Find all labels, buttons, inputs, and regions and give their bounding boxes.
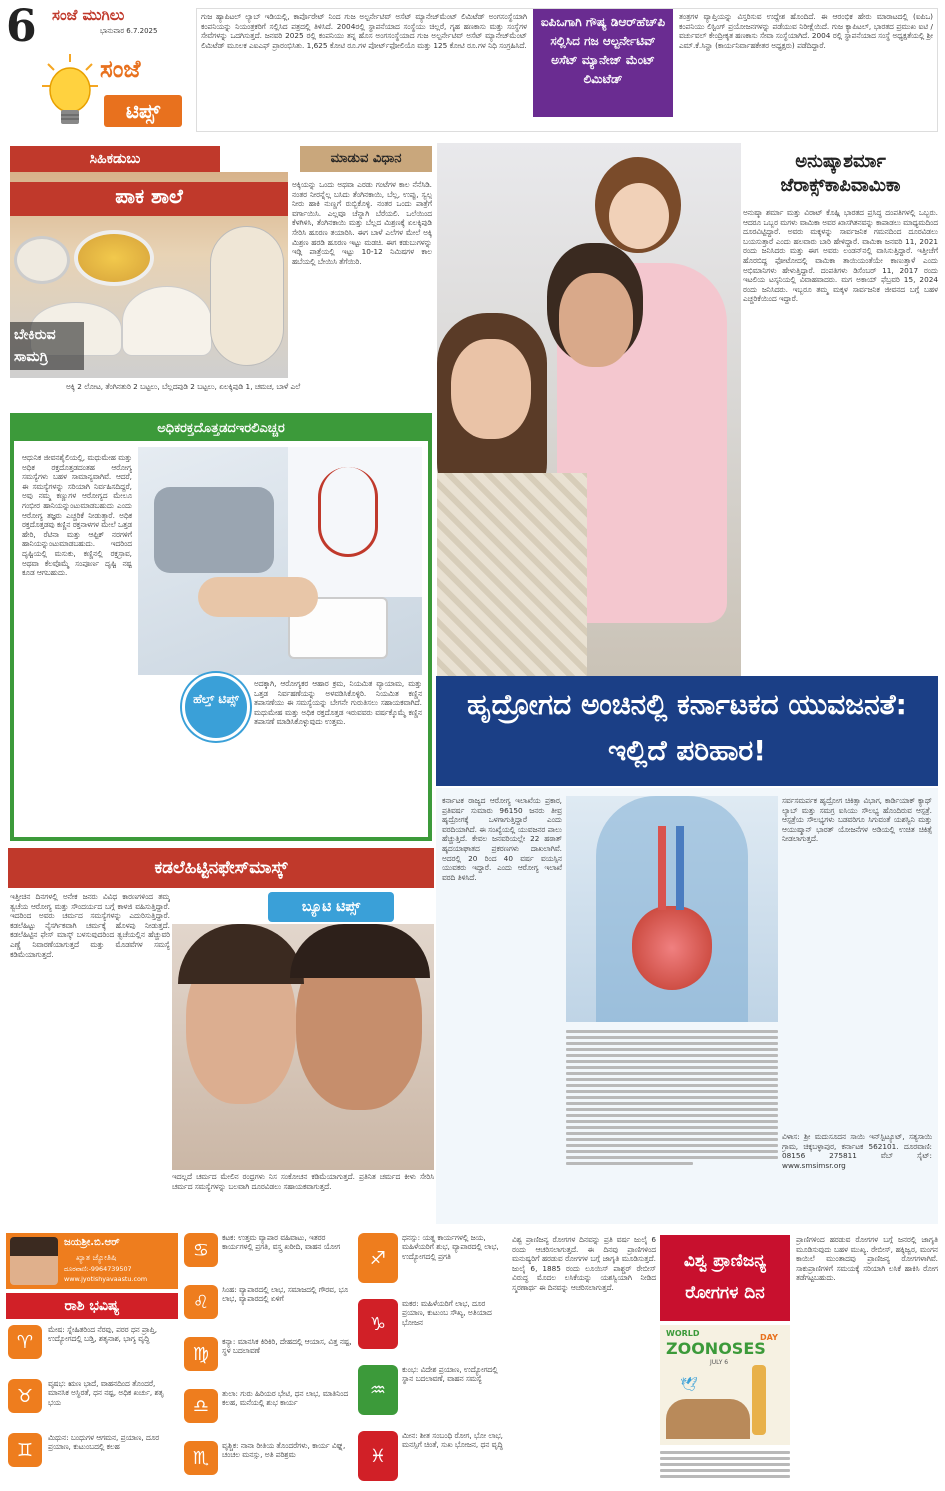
bp-cuff: [154, 487, 274, 573]
astrologer-title: ಖ್ಯಾತ ಜ್ಯೋತಿಷಿ: [76, 1253, 117, 1262]
heart-organ: [632, 906, 712, 990]
facemask-section: [8, 848, 434, 1226]
rashi-meena: ಮೀನ: ಶೀತ ಸಂಬಂಧಿ ರೋಗ, ಭೋ ಲಾಭ, ಮನಸ್ಸಿಗೆ ಚಿಂತೆ, ಸುಖ ಭೋಜನ, ಧನ ವೃದ್ಧಿ: [402, 1431, 503, 1450]
artery-1: [658, 826, 666, 910]
facemask-footer: ಇದಲ್ಲದೆ ಚರ್ಮದ ಮೇಲಿನ ರಂಧ್ರಗಳು ನಿಸ ಸಂಕೋಚನ ಕಡಿಮೆಯಾಗುತ್ತದೆ. ಪ್ರತಿನಿತ ಚರ್ಮದ ಕೀಳು ಸೇರಿಸಿ ಚರ್ಮದ ಸಮಸ್ಯೆಗಳನ್ನು ಬಲವಾಗಿ ದೂರವಿಡಲು ಸಹಾಯಕವಾಗುತ್ತದೆ.: [172, 1172, 434, 1191]
heart-text-filler: [566, 1030, 778, 1216]
libra-icon: ♎: [184, 1389, 218, 1423]
woman-dress: [437, 473, 587, 696]
health-text: ಆಧುನಿಕ ಜೀವನಶೈಲಿಯಲ್ಲಿ, ಮಧುಮೇಹ ಮತ್ತು ಅಧಿಕ ರಕ್ತದೊತ್ತಡದಂತಹ ಆರೋಗ್ಯ ಸಮಸ್ಯೆಗಳು ಬಹಳ ಸಾಮಾನ್ಯವಾಗಿವೆ. ಆದರೆ, ಈ ಸಮಸ್ಯೆಗಳನ್ನು ಸರಿಯಾಗಿ ನಿರ್ವಹಿಸದಿದ್ದರೆ, ಅವು ನಮ್ಮ ಕಣ್ಣುಗಳ ಆರೋಗ್ಯದ ಮೇಲೂ ಗಂಭೀರ ಹಾನಿಯನ್ನುಂಟುಮಾಡಬಹುದು ಎಂದು ಆರೋಗ್ಯ ತಜ್ಞರು ಎಚ್ಚರಿಕೆ ನೀಡುತ್ತಾರೆ. ಅಧಿಕ ರಕ್ತದೊತ್ತಡವು ಕಣ್ಣಿನ ರಕ್ತನಾಳಗಳ ಮೇಲೆ ಒತ್ತಡ ಹೇರಿ, ರೆಟಿನಾ ಮತ್ತು ಆಪ್ಟಿಕ್ ನರಗಳಿಗೆ ಹಾನಿಯನ್ನುಂಟುಮಾಡಬಹುದು. ಇದರಿಂದ ದೃಷ್ಟಿಯಲ್ಲಿ ಮಸುಕು, ಕಣ್ಣಿನಲ್ಲಿ ರಕ್ತಸ್ರಾವ, ಅಥವಾ ಕೆಲವೊಮ್ಮೆ ಸಂಪೂರ್ಣ ದೃಷ್ಟಿ ನಷ್ಟ ಕೂಡ ಆಗಬಹುದು.: [22, 453, 132, 578]
heart-headline-text: ಹೃದ್ರೋಗದ ಅಂಚಿನಲ್ಲಿ ಕರ್ನಾಟಕದ ಯುವಜನತೆ: ಇಲ್ಲಿದೆ ಪರಿಹಾರ!: [467, 688, 907, 767]
ingredients-label: ಬೇಕಿರುವ ಸಾಮಗ್ರಿ: [10, 322, 84, 370]
masthead: [0, 0, 193, 140]
zoonoses-graphic-sub: DAY: [760, 1333, 778, 1342]
bp-photo: [138, 447, 422, 675]
bird-icon: 🕊: [680, 1377, 698, 1393]
heart-text: ಕರ್ನಾಟಕ ರಾಜ್ಯದ ಆರೋಗ್ಯ ಇಲಾಖೆಯ ಪ್ರಕಾರ, ಪ್ರತಿವರ್ಷ ಸುಮಾರು 96150 ಜನರು ತೀವ್ರ ಹೃದ್ರೋಗಕ್ಕೆ ಒಳಗಾಗುತ್ತಿದ್ದಾರೆ ಎಂದು ವರದಿಯಾಗಿದೆ. ಈ ಸಂಖ್ಯೆಯಲ್ಲಿ ಯುವಜನರ ಪಾಲು ಹೆಚ್ಚುತ್ತಿದೆ. ಕೇವಲ ಜನವರಿಯಲ್ಲೇ 22 ಹಠಾತ್ ಹೃದಯಾಘಾತದ ಪ್ರಕರಣಗಳು ದಾಖಲಾಗಿವೆ. ಅದರಲ್ಲಿ 20 ರಿಂದ 40 ವರ್ಷ ವಯಸ್ಸಿನ ಯುವಕರು ಇದ್ದಾರೆ. ಎಂದು ಆರೋಗ್ಯ ಇಲಾಖೆ ವರದಿ ತಿಳಿಸಿದೆ.: [442, 796, 562, 882]
rashi-makara: ಮಕರ: ಮಹಿಳೆಯರಿಗೆ ಲಾಭ, ದೂರ ಪ್ರಯಾಣ, ಕುಟುಂಬ ಸೌಖ್ಯ, ಅತಿಯಾದ ಭೋಜನ: [402, 1299, 492, 1327]
rashi-vrishchika: ವೃಶ್ಚಿಕ: ನಾನಾ ರೀತಿಯ ತೊಂದರೆಗಳು, ಕಾರ್ಯ ವಿಘ್ನ, ಚಂಚಲ ಮನಸ್ಸು, ಅತಿ ಪರಿಶ್ರಮ: [222, 1441, 346, 1460]
sagittarius-icon: ♐: [358, 1233, 398, 1283]
heart-image: [566, 796, 778, 1022]
astrologer-phone: ದೂರವಾಣಿ:-9964739507: [64, 1265, 132, 1273]
kadubu-3: [210, 226, 284, 366]
woman-face: [451, 339, 531, 439]
ipo-box: [533, 9, 673, 117]
astrologer-website: www.jyotishyavaastu.com: [64, 1275, 148, 1283]
issue-date: ಭಾನುವಾರ 6.7.2025: [100, 27, 158, 35]
heart-contact: ವಿಳಾಸ: ಶ್ರೀ ಮದುಸೂದನ ಸಾಯಿ ಇನ್‌ಸ್ಟಿಟ್ಯೂಟ್, ಸತ್ಯಸಾಯಿ ಗ್ರಾಮ, ಚಿಕ್ಕಬಳ್ಳಾಪುರ, ಕರ್ನಾಟಕ 562101. ದೂರವಾಣಿ: 08156 275811 ವೆಬ್ ಸೈಟ್: www.smsimsr.org: [782, 1132, 932, 1170]
hair-left: [178, 924, 304, 984]
health-heading: ಅಧಿಕರಕ್ತದೊತ್ತಡದಇರಲಿಎಚ್ಚರ: [157, 421, 285, 436]
health-badge-text: ಹೆಲ್ತ್ ಟಿಪ್ಸ್: [193, 692, 239, 706]
zoonoses-graphic-world: WORLD: [666, 1329, 700, 1338]
faces-photo: [172, 924, 434, 1170]
patient-arm: [198, 577, 318, 617]
rashi-mesha: ಮೇಷ: ಸ್ನೇಹಿತರಿಂದ ನೆರವು, ಪರರ ಧನ ಪ್ರಾಪ್ತಿ, ಉದ್ಯೋಗದಲ್ಲಿ ಬಡ್ತಿ, ಶತೃನಾಶ, ಭಾಗ್ಯ ವೃದ್ಧಿ: [48, 1325, 158, 1344]
health-section: [10, 413, 432, 841]
flour-bowl: [14, 236, 70, 284]
astrologer-avatar: [10, 1237, 58, 1285]
gemini-icon: ♊: [8, 1433, 42, 1467]
recipe-label: ಸಿಹಿಕಡುಬು: [10, 146, 220, 172]
rashi-mithuna: ಮಿಥುನ: ಬಂಧುಗಳ ಆಗಮನ, ಪ್ರಯಾಣ, ದೂರ ಪ್ರಯಾಣ, ಕುಟುಂಬದಲ್ಲಿ ಕಲಹ: [48, 1433, 160, 1452]
ipo-box-text: ಐಪಿಒಗಾಗಿ ಗೌಷ್ಯ ಡಿಆರ್‌ಹೆಚ್‌ಪಿ ಸಲ್ಲಿಸಿದ ಗಜ ಆಲ್ಟರ್ನೇಟಿವ್ ಅಸೆಟ್ ಮ್ಯಾನೇಜ್ ಮೆಂಟ್ ಲಿಮಿಟೆಡ್: [540, 15, 666, 86]
recipe-ingredients: ಅಕ್ಕಿ 2 ಲೋಟ, ತೆಂಗಿನತುರಿ 2 ಬಟ್ಟಲು, ಬೆಲ್ಲದಪುಡಿ 2 ಬಟ್ಟಲು, ಏಲಕ್ಕಿಪುಡಿ 1, ಚಮಚ, ಬಾಳೆ ಎಲೆ: [66, 382, 301, 391]
man-face: [559, 273, 633, 367]
zoonoses-graphic: [660, 1325, 790, 1445]
giraffe-icon: [752, 1365, 766, 1435]
anushka-photo: [437, 143, 741, 696]
rashi-section: [0, 1231, 506, 1491]
zoonoses-text-filler: [660, 1451, 790, 1487]
kitchen-banner-text: ಪಾಕ ಶಾಲೆ: [115, 184, 183, 208]
rashi-heading: ರಾಶಿ ಭವಿಷ್ಯ: [64, 1298, 120, 1314]
anushka-heading: [743, 150, 938, 202]
scorpio-icon: ♏: [184, 1441, 218, 1475]
rashi-dhanu: ಧನಸ್ಸು: ಯತ್ನ ಕಾರ್ಯಗಳಲ್ಲಿ ಜಯ, ಮಹಿಳೆಯರಿಗೆ ಶುಭ, ವ್ಯಾಪಾರದಲ್ಲಿ ಲಾಭ, ಉದ್ಯೋಗದಲ್ಲಿ ಪ್ರಗತಿ: [402, 1233, 499, 1261]
zoonoses-section: [510, 1231, 940, 1491]
virgo-icon: ♍: [184, 1337, 218, 1371]
aries-icon: ♈: [8, 1325, 42, 1359]
rashi-kanya: ಕನ್ಯಾ: ಮಾನಸಿಕ ಕಿರಿಕಿರಿ, ದೇಹದಲ್ಲಿ ಆಯಾಸ, ವಿತ್ತ ನಷ್ಟ, ಸ್ಥಳ ಬದಲಾವಣೆ: [222, 1337, 352, 1356]
astrologer-box: [6, 1233, 178, 1289]
zoonoses-text: ವಿಶ್ವ ಪ್ರಾಣಿಜನ್ಯ ರೋಗಗಳ ದಿನವನ್ನು ಪ್ರತಿ ವರ್ಷ ಜುಲೈ 6 ರಂದು ಆಚರಿಸಲಾಗುತ್ತದೆ. ಈ ದಿನವು ಪ್ರಾಣಿಗಳಿಂದ ಮನುಷ್ಯರಿಗೆ ಹರಡುವ ರೋಗಗಳ ಬಗ್ಗೆ ಜಾಗೃತಿ ಮೂಡಿಸುತ್ತದೆ. ಜುಲೈ 6, 1885 ರಂದು ಲೂಯಿಸ್ ಪಾಶ್ಚರ್ ರೇಬೀಸ್ ವಿರುದ್ಧ ಮೊದಲ ಲಸಿಕೆಯನ್ನು ಯಶಸ್ವಿಯಾಗಿ ನೀಡಿದ ಸ್ಮರಣಾರ್ಥ ಈ ದಿನವನ್ನು ಆಚರಿಸಲಾಗುತ್ತದೆ.: [512, 1235, 656, 1292]
health-badge: [182, 673, 250, 741]
recipe-method-text: ಅಕ್ಕಿಯನ್ನು ಒಂದು ಅಥವಾ ಎರಡು ಗಂಟೆಗಳ ಕಾಲ ನೆನೆಸಿಡಿ. ನಂತರ ನೀರನ್ನೆಲ್ಲ ಬಸಿದು ತೆಂಗಿನಕಾಯಿ, ಬೆಲ್ಲ, ಉಪ್ಪು, ಸ್ವಲ್ಪ ನೀರು ಹಾಕಿ ನುಣ್ಣಗೆ ರುಬ್ಬಿಕೊಳ್ಳಿ. ನಂತರ ಒಂದು ಪಾತ್ರೆಗೆ ವರ್ಗಾಯಿಸಿ. ಎಲ್ಲವೂ ಚೆನ್ನಾಗಿ ಬೆರೆಯಲಿ. ಒಲೆಯಿಂದ ಕೆಳಗಿಳಿಸಿ, ತೆಂಗಿನಕಾಯಿ ಮತ್ತು ಬೆಲ್ಲದ ಮಿಶ್ರಣಕ್ಕೆ ಏಲಕ್ಕಿಪುಡಿ ಸೇರಿಸಿ ಹೂರಣ ತಯಾರಿಸಿ. ಈಗ ಬಾಳೆ ಎಲೆಗಳ ಮೇಲೆ ಅಕ್ಕಿ ಮಿಶ್ರಣ ಹರಡಿ ಹೂರಣ ಇಟ್ಟು ಮಡಚಿ. ಈಗ ಕಡುಬುಗಳನ್ನು ಇಡ್ಲಿ ಪಾತ್ರೆಯಲ್ಲಿ ಇಟ್ಟು 10-12 ನಿಮಿಷಗಳ ಕಾಲ ಹಬೆಯಲ್ಲಿ ಬೇಯಿಸಿ ತೆಗೆಯಿರಿ.: [292, 180, 432, 266]
recipe-photo: [10, 172, 288, 378]
recipe-section: [10, 146, 430, 408]
heart-article: [436, 788, 938, 1224]
child-face: [609, 183, 669, 249]
facemask-heading: ಕಡಲೆಹಿಟ್ಟಿನಫೇಸ್‌ಮಾಸ್ಕ್: [154, 858, 288, 878]
aquarius-icon: ♒: [358, 1365, 398, 1415]
rashi-simha: ಸಿಂಹ: ವ್ಯಾಪಾರದಲ್ಲಿ ಲಾಭ, ಸಮಾಜದಲ್ಲಿ ಗೌರವ, ಭೂ ಲಾಭ, ವ್ಯಾಪಾರದಲ್ಲಿ ಏಳಿಗೆ: [222, 1285, 349, 1304]
artery-2: [676, 826, 684, 910]
brand-name: ಸಂಜೆ ಮುಗಿಲು: [52, 6, 125, 24]
taurus-icon: ♉: [8, 1379, 42, 1413]
top-article: [196, 8, 938, 132]
animals-icon: [666, 1399, 750, 1439]
leo-icon: ♌: [184, 1285, 218, 1319]
hair-right: [290, 924, 430, 978]
rashi-kataka: ಕಟಕ: ಉತ್ತಮ ವ್ಯಾಪಾರ ವಹಿವಾಟು, ಇತರರ ಕಾರ್ಯಗಳಲ್ಲಿ ಪ್ರಗತಿ, ವಸ್ತ್ರ ಖರೀದಿ, ವಾಹನ ಯೋಗ: [222, 1233, 341, 1252]
facemask-text: ಇತ್ತೀಚಿನ ದಿನಗಳಲ್ಲಿ ಅನೇಕ ಜನರು ವಿವಿಧ ಕಾರಣಗಳಿಂದ ತಮ್ಮ ತ್ವಚೆಯ ಆರೋಗ್ಯ ಮತ್ತು ಸೌಂದರ್ಯದ ಬಗ್ಗೆ ಕಾಳಜಿ ವಹಿಸುತ್ತಿದ್ದಾರೆ. ಇದರಿಂದ ಅವರು ಚರ್ಮದ ಸಮಸ್ಯೆಗಳನ್ನು ಎದುರಿಸುತ್ತಿದ್ದಾರೆ. ಕಡಲೆಹಿಟ್ಟು ನೈಸರ್ಗಿಕವಾಗಿ ಚರ್ಮಕ್ಕೆ ಹೊಳಪು ನೀಡುತ್ತದೆ. ಕಡಲೆಹಿಟ್ಟಿನ ಫೇಸ್ ಮಾಸ್ಕ್ ಬಳಸುವುದರಿಂದ ತ್ವಚೆಯಲ್ಲಿನ ಹೆಚ್ಚುವರಿ ಎಣ್ಣೆ ನಿವಾರಣೆಯಾಗುತ್ತದೆ ಮತ್ತು ಮೊಡವೆಗಳ ಸಮಸ್ಯೆ ಕಡಿಮೆಯಾಗುತ್ತದೆ.: [10, 892, 170, 959]
page-number: 6: [6, 1, 37, 52]
astrologer-name: ಜಯಶ್ರೀ.ಬಿ.ಆರ್: [64, 1237, 120, 1248]
rashi-kumbha: ಕುಂಭ: ವಿದೇಶ ಪ್ರಯಾಣ, ಉದ್ಯೋಗದಲ್ಲಿ ಸ್ಥಾನ ಬದಲಾವಣೆ, ವಾಹನ ಸಮಸ್ಯೆ: [402, 1365, 498, 1384]
section-title-box: ಸಂಜೆ ಟಿಪ್ಸ್: [90, 55, 190, 135]
kadubu-2: [122, 286, 212, 356]
top-article-text-2: ತಂತ್ರಗಳ ವ್ಯಾಪ್ತಿಯನ್ನು ವಿಸ್ತರಿಸುವ ಉದ್ದೇಶ ಹೊಂದಿದೆ. ಈ ಆರಂಭಿಕ ಹೇರು ಮಾರಾಟದಲ್ಲಿ (ಐಪಿಒ) ಕಂಪನಿಯು ಲಿಸ್ಟಿಂಗ್ ಪ್ರಯೋಜನಗಳನ್ನು ಪಡೆಯುವ ನಿರೀಕ್ಷೆಯಿದೆ. ಗುಜ ಕ್ಯಾಪಿಟಲ್, ಭಾರತದ ಪ್ರಮುಖ ಐಟಿ / ವರ್ಚುವಲ್ ಕೇಂದ್ರೀಕೃತ ಹಣಕಾಸು ಸೇವಾ ಸಂಸ್ಥೆಯಾಗಿದೆ. 2004 ರಲ್ಲಿ ಸ್ಥಾಪನೆಯಾದ ಸಂಸ್ಥೆ ಅಧ್ಯಕ್ಷತೆಯಲ್ಲಿ ಶ್ರೀ ಎಮ್.ಕೆ.ಸಿನ್ಹಾ (ಕಾರ್ಯನಿರ್ವಾಹಕೇತರ ಅಧ್ಯಕ್ಷರು) ಪಡೆದಿದ್ದಾರೆ.: [679, 12, 933, 50]
heart-headline: [436, 676, 938, 786]
rashi-vrishabha: ವೃಷಭ: ಋಣ ಭಾದೆ, ವಾಹನದಿಂದ ತೊಂದರೆ, ಮಾನಸಿಕ ಅಸ್ಥಿರತೆ, ಧನ ನಷ್ಟ, ಅಧಿಕ ಖರ್ಚು, ಶತೃ ಭಯ: [48, 1379, 164, 1407]
anushka-heading-text: ಅನುಷ್ಕಾಶರ್ಮಾ ಜೆರಾಕ್ಸ್‌ಕಾಪಿವಾಮಿಕಾ: [780, 151, 901, 196]
facemask-badge-text: ಬ್ಯೂಟಿ ಟಿಪ್ಸ್: [301, 899, 361, 915]
ghee-bowl: [74, 230, 154, 286]
health-text-2: ಅದಕ್ಕಾಗಿ, ಆರೋಗ್ಯಕರ ಆಹಾರ ಕ್ರಮ, ನಿಯಮಿತ ವ್ಯಾಯಾಮ, ಮತ್ತು ಒತ್ತಡ ನಿರ್ವಹಣೆಯನ್ನು ಅಳವಡಿಸಿಕೊಳ್ಳಿರಿ. ನಿಯಮಿತ ಕಣ್ಣಿನ ತಪಾಸಣೆಯು ಈ ಸಮಸ್ಯೆಯನ್ನು ಬೇಗನೇ ಗುರುತಿಸಲು ಸಹಾಯಕವಾಗಿದೆ. ಮಧುಮೇಹ ಮತ್ತು ಅಧಿಕ ರಕ್ತದೊತ್ತಡ ಇರುವವರು ವರ್ಷಕ್ಕೊಮ್ಮೆ ಕಣ್ಣಿನ ತಪಾಸಣೆ ಮಾಡಿಸಿಕೊಳ್ಳುವುದು ಉತ್ತಮ.: [254, 679, 422, 727]
cancer-icon: ♋: [184, 1233, 218, 1267]
top-article-text: ಗುಜ ಹ್ಯಾಪಿಟಲ್ ಲ್ಯಾಬ್ ಇಡಿಯಲ್ಲಿ, ಕಾರ್ಪೊರೇಟ್ ನಿಂದ ಗುಜ ಅಲ್ಟರ್ನೇಟಿವ್ ಅಸೆಟ್ ಮ್ಯಾನೇಜ್‌ಮೆಂಟ್ ಲಿಮಿಟೆಡ್ ಅಂಗಸಂಸ್ಥೆಯಾಗಿ ಕಂಪನಿಯನ್ನು ನಿಯಂತ್ರಕರಿಗೆ ಸಲ್ಲಿಸಿದ ಪತ್ರದಲ್ಲಿ ತಿಳಿಸಿದೆ. 2004ರಲ್ಲಿ ಸ್ಥಾಪನೆಯಾದ ಸಂಸ್ಥೆಯು ಚಿಲ್ಲರೆ, ಗೃಹ ಹಣಕಾಸು ಮತ್ತು ಸಂಸ್ಥೆಗಳ ಸೇವೆಗಳನ್ನು ಒದಗಿಸುತ್ತದೆ. ಜನವರಿ 2025 ರಲ್ಲಿ ಕಂಪನಿಯು ತನ್ನ ಹೊಸ ಅಂಗಸಂಸ್ಥೆಯಾದ ಗುಜ ಅಲ್ಟರ್ನೇಟಿವ್ ಅಸೆಟ್ ಮ್ಯಾನೇಜ್‌ಮೆಂಟ್ ಲಿಮಿಟೆಡ್ ಮೂಲಕ ಎಐಎಫ್ ಪ್ರಾರಂಭಿಸಿತು. 1,625 ಕೋಟಿ ರೂ.ಗಳ ಪೋರ್ಟ್‌ಫೋಲಿಯೊ ಮತ್ತು 125 ಕೋಟಿ ರೂ.ಗಳ ನಿಧಿ ಸಂಗ್ರಹಿಸಿದೆ.: [201, 12, 527, 50]
anushka-text: ಅನುಷ್ಕಾ ಶರ್ಮಾ ಮತ್ತು ವಿರಾಟ್ ಕೊಹ್ಲಿ ಭಾರತದ ಪ್ರಸಿದ್ಧ ದಂಪತಿಗಳಲ್ಲಿ ಒಬ್ಬರು. ಆದರೂ ಒಬ್ಬರ ಮಗಳು ವಾಮಿಕಾ ಅವರ ಖಾಸಗಿತನವನ್ನು ಕಾಪಾಡಲು ಮಾಧ್ಯಮದಿಂದ ದೂರವಿಟ್ಟಿದ್ದಾರೆ. ಅವರು ಮಕ್ಕಳನ್ನು ಸಾರ್ವಜನಿಕ ಗಮನದಿಂದ ದೂರವಿಡಲು ಬಯಸುತ್ತಾರೆ ಎಂದು ಹಲವಾರು ಬಾರಿ ಹೇಳಿದ್ದಾರೆ. ವಾಮಿಕಾ ಜನವರಿ 11, 2021 ರಂದು ಜನಿಸಿದರು ಮತ್ತು ಈಗ ಅವರು ಲಂಡನ್‌ನಲ್ಲಿ ವಾಸಿಸುತ್ತಿದ್ದಾರೆ. ಇತ್ತೀಚೆಗೆ ಹೊರಬಿದ್ದ ಫೋಟೋದಲ್ಲಿ ವಾಮಿಕಾ ತಾಯಿಯಂತೆಯೇ ಕಾಣುತ್ತಾಳೆ ಎಂದು ಅಭಿಮಾನಿಗಳು ಹೇಳುತ್ತಿದ್ದಾರೆ. ದಂಪತಿಗಳು ಡಿಸೆಂಬರ್ 11, 2017 ರಂದು ಇಟಲಿಯ ಟಸ್ಕನಿಯಲ್ಲಿ ವಿವಾಹವಾದರು. ಮಗ ಅಕಾಯ್ ಫೆಬ್ರವರಿ 15, 2024 ರಂದು ಜನಿಸಿದರು. ಇಬ್ಬರೂ ತಮ್ಮ ಮಕ್ಕಳ ಸಾರ್ವಜನಿಕ ಜೀವನದ ಬಗ್ಗೆ ಬಹಳ ಎಚ್ಚರಿಕೆಯಿಂದ ಇದ್ದಾರೆ.: [743, 208, 938, 304]
method-label: ಮಾಡುವ ವಿಧಾನ: [300, 146, 432, 172]
zoonoses-graphic-date: JULY 6: [710, 1359, 729, 1366]
zoonoses-graphic-title: ZOONOSES: [666, 1339, 766, 1358]
heart-text-2: ಸರ್ವಸಮರ್ಪಕ ಹೃದ್ರೋಗ ಚಿಕಿತ್ಸಾ ವಿಭಾಗ, ಕಾರ್ಡಿಯಾಕ್ ಕ್ಯಾಥ್ ಲ್ಯಾಬ್ ಮತ್ತು ಸಮಗ್ರ ಐಸಿಯು ಸೌಲಭ್ಯ ಹೊಂದಿರುವ ಆಸ್ಪತ್ರೆ. ಆಸ್ಪತ್ರೆಯ ಸೌಲಭ್ಯಗಳು ಬಡವರಿಗೂ ಸಿಗುವಂತೆ ಯಶಸ್ವಿನಿ ಮತ್ತು ಆಯುಷ್ಮಾನ್ ಭಾರತ್ ಯೋಜನೆಗಳ ಅಡಿಯಲ್ಲಿ ಉಚಿತ ಚಿಕಿತ್ಸೆ ನೀಡಲಾಗುತ್ತದೆ.: [782, 796, 932, 844]
capricorn-icon: ♑: [358, 1299, 398, 1349]
zoonoses-text-2: ಪ್ರಾಣಿಗಳಿಂದ ಹರಡುವ ರೋಗಗಳ ಬಗ್ಗೆ ಜನರಲ್ಲಿ ಜಾಗೃತಿ ಮೂಡಿಸುವುದು ಬಹಳ ಮುಖ್ಯ. ರೇಬೀಸ್, ಹಕ್ಕಿಜ್ವರ, ಮಂಗನ ಕಾಯಿಲೆ ಮುಂತಾದವು ಪ್ರಾಣಿಜನ್ಯ ರೋಗಗಳಾಗಿವೆ. ಸಾಕುಪ್ರಾಣಿಗಳಿಗೆ ಸಮಯಕ್ಕೆ ಸರಿಯಾಗಿ ಲಸಿಕೆ ಹಾಕಿಸಿ ರೋಗ ತಡೆಗಟ್ಟಬಹುದು.: [796, 1235, 938, 1283]
zoonoses-heading: ವಿಶ್ವ ಪ್ರಾಣಿಜನ್ಯ ರೋಗಗಳ ದಿನ: [683, 1251, 767, 1303]
rashi-tula: ತುಲಾ: ಗುರು ಹಿರಿಯರ ಭೇಟಿ, ಧನ ಲಾಭ, ಮಾತಿನಿಂದ ಕಲಹ, ಮನೆಯಲ್ಲಿ ಶುಭ ಕಾರ್ಯ: [222, 1389, 349, 1408]
pisces-icon: ♓: [358, 1431, 398, 1481]
stethoscope: [318, 467, 378, 557]
